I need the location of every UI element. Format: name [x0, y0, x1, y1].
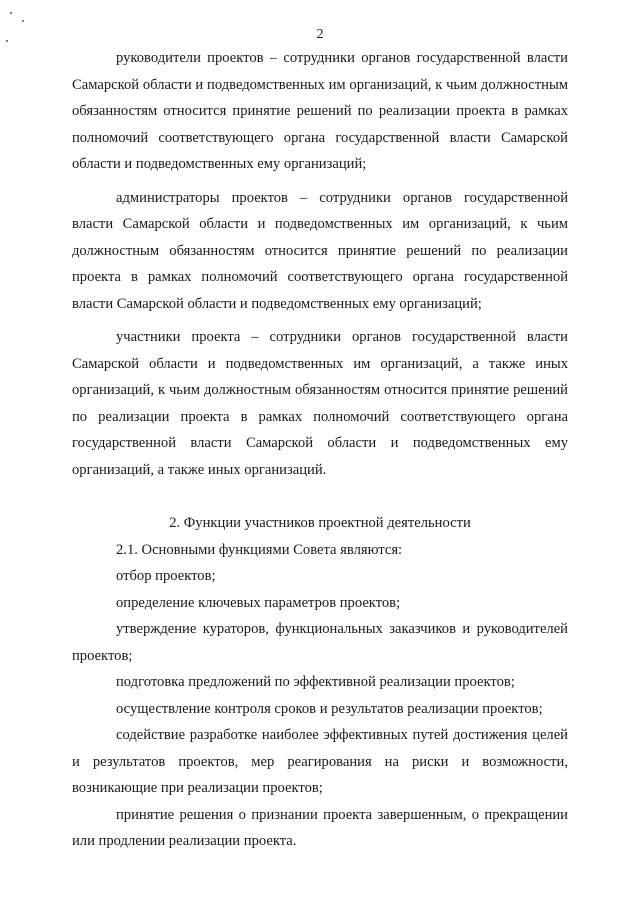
scan-artifact-dot	[22, 20, 24, 22]
scan-artifact-dot	[10, 12, 12, 14]
section-heading: 2. Функции участников проектной деятельности	[169, 515, 471, 531]
function-item: принятие решения о признании проекта завершенным, о прекращении или продлении реализации проекта.	[72, 806, 568, 849]
function-item: осуществление контроля сроков и результатов реализации проектов;	[116, 700, 543, 717]
function-item: содействие разработке наиболее эффективных путей достижения целей и результатов проектов, мер реагирования на риски и возможности, возникающие при реализации проектов;	[72, 727, 568, 796]
definition-project-administrators: администраторы проектов – сотрудники органов государственной власти Самарской области и подведомственных им организаций, к чьим должностным обязанностям относится принятие решений по реализации проекта в рамках полномочий соответствующего органа государственной власти Самарской области и подведомственных ему организаций;	[72, 189, 568, 312]
function-item: отбор проектов;	[116, 568, 216, 584]
section-intro: 2.1. Основными функциями Совета являются:	[116, 541, 403, 558]
section-spacer	[72, 483, 568, 510]
function-item: определение ключевых параметров проектов;	[116, 594, 401, 611]
document-body	[72, 45, 568, 855]
page-number: 2	[316, 27, 324, 42]
function-item: утверждение кураторов, функциональных заказчиков и руководителей проектов;	[72, 621, 568, 664]
definition-project-managers: руководители проектов – сотрудники органов государственной власти Самарской области и подведомственных им организаций, к чьим должностным обязанностям относится принятие решений по реализации проекта в рамках полномочий соответствующего органа государственной власти Самарской области и подведомственных ему организаций;	[72, 50, 568, 172]
function-item: подготовка предложений по эффективной реализации проектов;	[116, 674, 515, 690]
definition-project-participants: участники проекта – сотрудники органов государственной власти Самарской области и подведомственных им организаций, а также иных организаций, к чьим должностным обязанностям относится принятие решений по реализации проекта в рамках полномочий соответствующего органа государственной власти Самарской области и подведомственных ему организаций, а также иных организаций.	[72, 329, 568, 478]
